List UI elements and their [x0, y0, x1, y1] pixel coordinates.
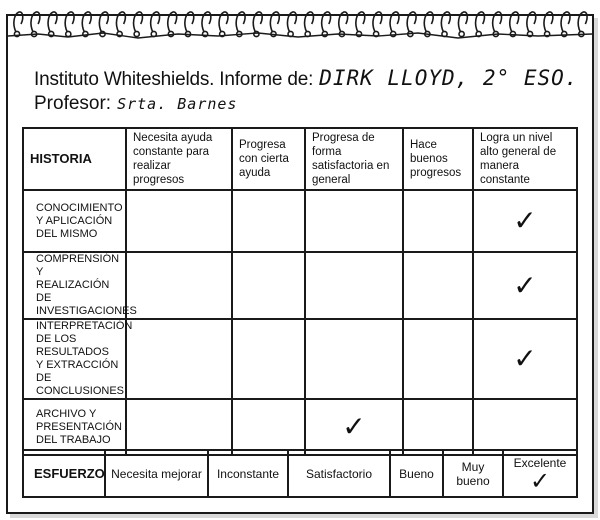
effort-option	[390, 450, 443, 497]
spiral-ring	[527, 12, 536, 32]
spiral-ring	[99, 12, 108, 32]
teacher-line	[34, 93, 574, 115]
rating-cell	[403, 252, 473, 319]
table-row	[23, 319, 577, 399]
effort-option	[443, 450, 503, 497]
column-header: Logra un nivel alto general de manera constante	[473, 128, 577, 190]
criterion-label: ARCHIVO Y PRESENTACIÓN DEL TRABAJO	[23, 399, 126, 455]
torn-paper-edge	[8, 30, 592, 44]
rating-cell	[126, 399, 232, 455]
spiral-ring	[236, 12, 245, 32]
rating-cell	[305, 190, 403, 252]
rating-cell	[403, 399, 473, 455]
check-mark-icon: ✓	[513, 268, 537, 302]
effort-option	[208, 450, 288, 497]
criterion-label: COMPRENSIÓN Y REALIZACIÓN DE INVESTIGACIONES	[23, 252, 126, 319]
effort-option	[288, 450, 390, 497]
rating-cell	[232, 252, 305, 319]
column-header: Hace buenos progresos	[403, 128, 473, 190]
rating-cell	[232, 319, 305, 399]
effort-option	[503, 450, 577, 497]
spiral-ring	[407, 12, 416, 32]
spiral-ring	[441, 12, 450, 32]
spiral-ring	[373, 12, 382, 32]
spiral-ring	[48, 12, 57, 32]
spiral-ring	[356, 12, 365, 32]
spiral-ring	[578, 12, 587, 32]
rating-cell	[473, 319, 577, 399]
spiral-ring	[14, 12, 23, 32]
table-row	[23, 190, 577, 252]
rating-cell	[403, 190, 473, 252]
effort-option-label: Inconstante	[216, 466, 280, 481]
spiral-ring	[253, 12, 262, 32]
spiral-ring	[458, 12, 467, 32]
effort-label: ESFUERZO	[23, 450, 105, 497]
rating-cell	[232, 399, 305, 455]
effort-table	[22, 449, 578, 498]
criterion-label: CONOCIMIENTO Y APLICACIÓN DEL MISMO	[23, 190, 126, 252]
spiral-ring	[185, 12, 194, 32]
teacher-name: Srta. Barnes	[117, 95, 238, 113]
spiral-ring	[116, 12, 125, 32]
spiral-ring	[151, 12, 160, 32]
criterion-label: INTERPRETACIÓN DE LOS RESULTADOS Y EXTRACCIÓN DE CONCLUSIONES	[23, 319, 126, 399]
rating-cell	[126, 252, 232, 319]
spiral-ring	[322, 12, 331, 32]
rating-cell	[232, 190, 305, 252]
effort-option-label: Excelente	[513, 455, 567, 470]
spiral-ring	[544, 12, 553, 32]
spiral-ring	[510, 12, 519, 32]
spiral-ring	[390, 12, 399, 32]
effort-option	[105, 450, 208, 497]
effort-option-label: Bueno	[399, 466, 434, 481]
spiral-ring	[305, 12, 314, 32]
table-row	[23, 399, 577, 455]
spiral-ring	[476, 12, 485, 32]
rating-cell	[305, 252, 403, 319]
rating-cell	[305, 319, 403, 399]
check-mark-icon: ✓	[513, 204, 537, 237]
spiral-ring	[168, 12, 177, 32]
spiral-ring	[134, 12, 143, 32]
check-mark-icon: ✓	[513, 342, 537, 375]
effort-row	[23, 450, 577, 497]
spiral-ring	[202, 12, 211, 32]
spiral-ring	[424, 12, 433, 32]
spiral-ring	[270, 12, 279, 32]
effort-option-label: Muy bueno	[456, 459, 490, 488]
rating-cell	[473, 190, 577, 252]
spiral-ring	[339, 12, 348, 32]
rating-cell	[126, 319, 232, 399]
school-name: Instituto Whiteshields. Informe de:	[34, 69, 314, 90]
check-mark-icon: ✓	[529, 466, 551, 495]
spiral-ring	[561, 12, 570, 32]
subject-heading: HISTORIA	[23, 128, 126, 190]
spiral-ring	[287, 12, 296, 32]
rating-cell	[126, 190, 232, 252]
column-header: Progresa de forma satisfactoria en general	[305, 128, 403, 190]
spiral-ring	[65, 12, 74, 32]
rating-cell	[473, 399, 577, 455]
rating-cell	[473, 252, 577, 319]
spiral-ring	[82, 12, 91, 32]
table-row	[23, 252, 577, 319]
column-header: Progresa con cierta ayuda	[232, 128, 305, 190]
table-header-row	[23, 128, 577, 190]
check-mark-icon: ✓	[342, 410, 366, 443]
spiral-ring	[493, 12, 502, 32]
effort-option-label: Satisfactorio	[305, 466, 373, 481]
teacher-label: Profesor:	[34, 93, 112, 114]
report-header	[34, 66, 579, 115]
assessment-table	[22, 127, 578, 456]
spiral-ring	[31, 12, 40, 32]
spiral-ring	[219, 12, 228, 32]
school-line	[34, 66, 579, 91]
rating-cell	[403, 319, 473, 399]
student-name: DIRK LLOYD, 2° ESO.	[319, 66, 579, 90]
effort-option-label: Necesita mejorar	[111, 466, 202, 481]
column-header: Necesita ayuda constante para realizar progresos	[126, 128, 232, 190]
rating-cell	[305, 399, 403, 455]
